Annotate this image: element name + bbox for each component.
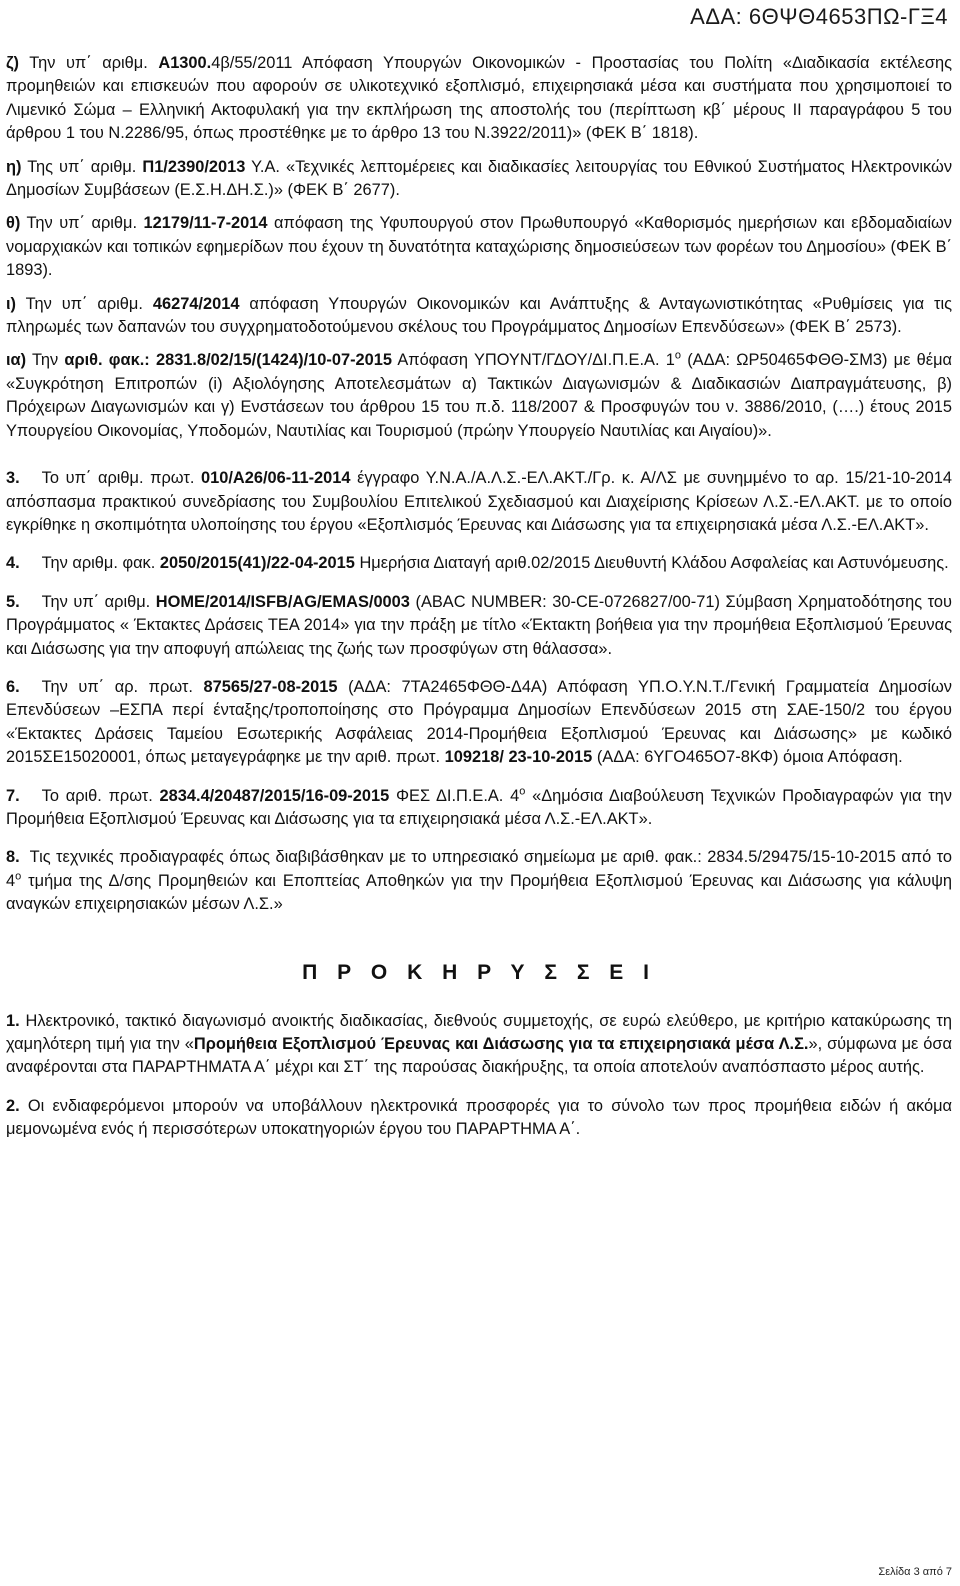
item-number: 3.	[6, 469, 20, 488]
ada-code: ΑΔΑ: 6ΘΨΘ4653ΠΩ-ΓΞ4	[690, 4, 948, 29]
ref-number: 12179/11-7-2014	[143, 214, 268, 233]
ref-number: Π1/2390/2013	[142, 157, 246, 176]
item-number: 2.	[6, 1096, 20, 1115]
text: Ημερήσια Διαταγή αριθ.02/2015 Διευθυντή Κλάδου Ασφαλείας και Αστυνόμευσης.	[354, 554, 949, 573]
proclaim-1	[6, 1010, 952, 1080]
text: έγγραφο Υ.Ν.Α./Α.Λ.Σ.-ΕΛ.ΑΚΤ./Γρ. κ. Α/ΛΣ με συνημμένο το αρ. 15/21-10-2014 απόσπασμα πρακτικού συνεδρίασης του Συμβουλίου Επιτελικού Σχεδιασμού και Διαχείρισης Κρίσεων Λ.Σ.-ΕΛ.ΑΚΤ. με το οποίο εγκρίθηκε η σκοπιμότητα υλοποίησης του έργου «Εξοπλισμός Έρευνας και Διάσωσης για τα επιχειρησιακά μέσα Λ.Σ.-ΕΛ.ΑΚΤ».	[6, 469, 952, 534]
ref-number: 2834.4/20487/2015/16-09-2015	[159, 786, 390, 805]
text: Την υπ΄ αριθμ.	[16, 294, 153, 313]
superscript: ο	[519, 785, 526, 798]
text: Το αριθ. πρωτ.	[41, 786, 160, 805]
text: Απόφαση ΥΠΟΥΝΤ/ΓΔΟΥ/ΔΙ.Π.Ε.Α. 1	[392, 351, 675, 370]
item-number: 4.	[6, 554, 20, 573]
item-label: ι)	[6, 294, 17, 313]
paragraph-5	[6, 591, 952, 661]
text: Υ.Α. «Τεχνικές λεπτομέρειες και διαδικασίες λειτουργίας του Εθνικού Συστήματος Ηλεκτρονικών Δημοσίων Συμβάσεων (Ε.Σ.Η.ΔΗ.Σ.)» (ΦΕΚ Β΄ 2677).	[6, 157, 953, 200]
text: (ΑΔΑ: 7ΤΑ2465ΦΘΘ-Δ4Α) Απόφαση ΥΠ.Ο.Υ.Ν.Τ./Γενική Γραμματεία Δημοσίων Επενδύσεων –ΕΣΠΑ περί ένταξης/τροποποίησης στο Πρόγραμμα Δημοσίων Επενδύσεων 2015 στη ΣΑΕ-150/2 του έργου «Έκτακτες Δράσεις Ταμείου Εσωτερικής Ασφάλειας 2014-Προμήθεια Εξοπλισμού Έρευνας και Διάσωσης» με κωδικό 2015ΣΕ15020001, όπως μεταγεγράφηκε με την αριθ. πρωτ.	[6, 677, 952, 767]
text: απόφαση της Υφυπουργού στον Πρωθυπουργό «Καθορισμός ημερήσιων και εβδομαδιαίων νομαρχιακών και τοπικών εφημερίδων που έχουν τη δυνατότητα καταχώρισης δημοσιεύσεων των φορέων του Δημοσίου» (ΦΕΚ Β΄ 1893).	[6, 214, 952, 280]
item-label: η)	[6, 157, 22, 176]
item-number: 1.	[6, 1011, 20, 1030]
section-heading: Π Ρ Ο Κ Η Ρ Υ Σ Σ Ε Ι	[302, 960, 656, 984]
page-number: Σελίδα 3 από 7	[878, 1566, 952, 1578]
text: Τις τεχνικές προδιαγραφές όπως διαβιβάσθηκαν με το υπηρεσιακό σημείωμα με αριθ. φακ.: 2834.5/29475/15-10-2015 από το 4	[6, 848, 952, 890]
paragraph-6	[6, 676, 952, 770]
ref-number: 46274/2014	[152, 294, 240, 313]
ref-number: 87565/27-08-2015	[203, 677, 338, 696]
paragraph-io	[6, 293, 952, 340]
text: Την υπ΄ αρ. πρωτ.	[41, 677, 204, 696]
superscript: ο	[15, 870, 22, 883]
paragraph-8	[6, 846, 952, 916]
item-label: θ)	[6, 214, 21, 233]
text: », σύμφωνα με όσα αναφέρονται στα ΠΑΡΑΡΤΗΜΑΤΑ Α΄ μέχρι και ΣΤ΄ της παρούσας διακήρυξης, τα οποία αποτελούν αναπόσπαστο μέρος αυτής.	[6, 1035, 952, 1077]
paragraph-7	[6, 785, 952, 832]
text: Οι ενδιαφερόμενοι μπορούν να υποβάλλουν ηλεκτρονικά προσφορές για το σύνολο των προς προμήθεια ειδών ή ακόμα μεμονωμένα ενός ή περισσότερων υποκατηγοριών έργου του ΠΑΡΑΡΤΗΜΑ Α΄.	[6, 1096, 952, 1139]
text: Την υπ΄ αριθμ.	[19, 54, 159, 72]
text: Την	[26, 351, 65, 370]
paragraph-th	[6, 212, 952, 282]
superscript: ο	[674, 350, 681, 362]
paragraph-3	[6, 467, 952, 537]
ref-number: 010/Α26/06-11-2014	[201, 469, 351, 488]
item-number: 7.	[6, 786, 20, 805]
item-number: 8.	[6, 848, 20, 867]
item-number: 6.	[6, 677, 20, 696]
item-number: 5.	[6, 592, 20, 611]
text: τμήμα της Δ/σης Προμηθειών και Εποπτείας Αποθηκών για την Προμήθεια Εξοπλισμού Έρευνας και Διάσωσης για κάλυψη αναγκών επιχειρησιακών μέσων Λ.Σ.»	[6, 871, 952, 914]
ref-number: Α1300.	[158, 54, 212, 72]
text: Ηλεκτρονικό, τακτικό διαγωνισμό ανοικτής διαδικασίας, διεθνούς συμμετοχής, σε ευρώ ελεύθερο, με κριτήριο κατακύρωσης τη χαμηλότερη τιμή για την «	[6, 1011, 952, 1053]
text: ΦΕΣ ΔΙ.Π.Ε.Α. 4	[389, 786, 520, 805]
document-body	[6, 52, 952, 1157]
text: (ΑΔΑ: ΩΡ50465ΦΘΘ-ΣΜ3) με θέμα «Συγκρότηση Επιτροπών (i) Αξιολόγησης Αποτελεσμάτων α) Τακτικών Διαγωνισμών & Διαδικασιών Διαπραγμάτευσης, β) Πρόχειρων Διαγωνισμών και γ) Ενστάσεων του άρθρου 15 του π.δ. 118/2007 & Προσφυγών του ν. 3886/2010, (….) έτους 2015 Υπουργείου Οικονομίας, Υποδομών, Ναυτιλίας και Τουρισμού (πρώην Υπουργείο Ναυτιλίας και Αιγαίου)».	[6, 351, 952, 440]
text: Την υπ΄ αριθμ.	[41, 592, 156, 611]
paragraph-z	[6, 52, 952, 146]
ref-number: αριθ. φακ.: 2831.8/02/15/(1424)/10-07-2015	[64, 351, 392, 370]
text: (ΑΔΑ: 6ΥΓΟ465Ο7-8ΚΦ) όμοια Απόφαση.	[592, 748, 903, 767]
proclaim-2	[6, 1095, 952, 1142]
text: απόφαση Υπουργών Οικονομικών και Ανάπτυξης & Ανταγωνιστικότητας «Ρυθμίσεις για τις πληρωμές των δαπανών του συγχρηματοδοτούμενου σκέλους του Προγράμματος Δημοσίων Επενδύσεων» (ΦΕΚ Β΄ 2573).	[6, 294, 953, 337]
text: Την αριθμ. φακ.	[41, 554, 160, 573]
item-label: ια)	[6, 351, 27, 370]
text: Το υπ΄ αριθμ. πρωτ.	[41, 469, 202, 488]
item-label: ζ)	[6, 54, 20, 72]
ref-number: 2050/2015(41)/22-04-2015	[159, 554, 355, 573]
text: 4β/55/2011 Απόφαση Υπουργών Οικονομικών - Προστασίας του Πολίτη «Διαδικασία εκτέλεσης προμηθειών και επισκευών που αφορούν σε υλικοτεχνικό εξοπλισμό, επιχειρησιακά μέσα και συστήματα που χρησιμοποιεί το Λιμενικό Σώμα – Ελληνική Ακτοφυλακή για την εκπλήρωση της αποστολής του (περίπτωση κβ΄ μέρους ΙΙ παραγράφου 5 του άρθρου 1 του Ν.2286/95, όπως προστέθηκε με το άρθρο 13 του Ν.3922/2011)» (ΦΕΚ Β΄ 1818).	[6, 54, 952, 143]
text: Της υπ΄ αριθμ.	[21, 157, 143, 176]
paragraph-4	[6, 552, 952, 575]
text: «Δημόσια Διαβούλευση Τεχνικών Προδιαγραφών για την Προμήθεια Εξοπλισμού Έρευνας και Διάσωσης για τα επιχειρησιακά μέσα Λ.Σ.-ΕΛ.ΑΚΤ».	[6, 786, 952, 828]
ref-number: 109218/ 23-10-2015	[444, 748, 593, 767]
emphasis: Προμήθεια Εξοπλισμού Έρευνας και Διάσωσης για τα επιχειρησιακά μέσα Λ.Σ.	[193, 1035, 809, 1053]
text: (ABAC NUMBER: 30-CE-0726827/00-71) Σύμβαση Χρηματοδότησης του Προγράμματος « Έκτακτες Δράσεις ΤΕΑ 2014» για την πράξη με τίτλο «Έκτακτη βοήθεια για την προμήθεια Εξοπλισμού Έρευνας και Διάσωσης για την αποφυγή απώλειας της ζωής των προσφύγων στη θάλασσα».	[6, 592, 952, 658]
ref-number: HOME/2014/ISFB/AG/EMAS/0003	[155, 592, 410, 611]
paragraph-i	[6, 156, 952, 203]
text: Την υπ΄ αριθμ.	[20, 214, 144, 233]
paragraph-ia	[6, 349, 952, 443]
